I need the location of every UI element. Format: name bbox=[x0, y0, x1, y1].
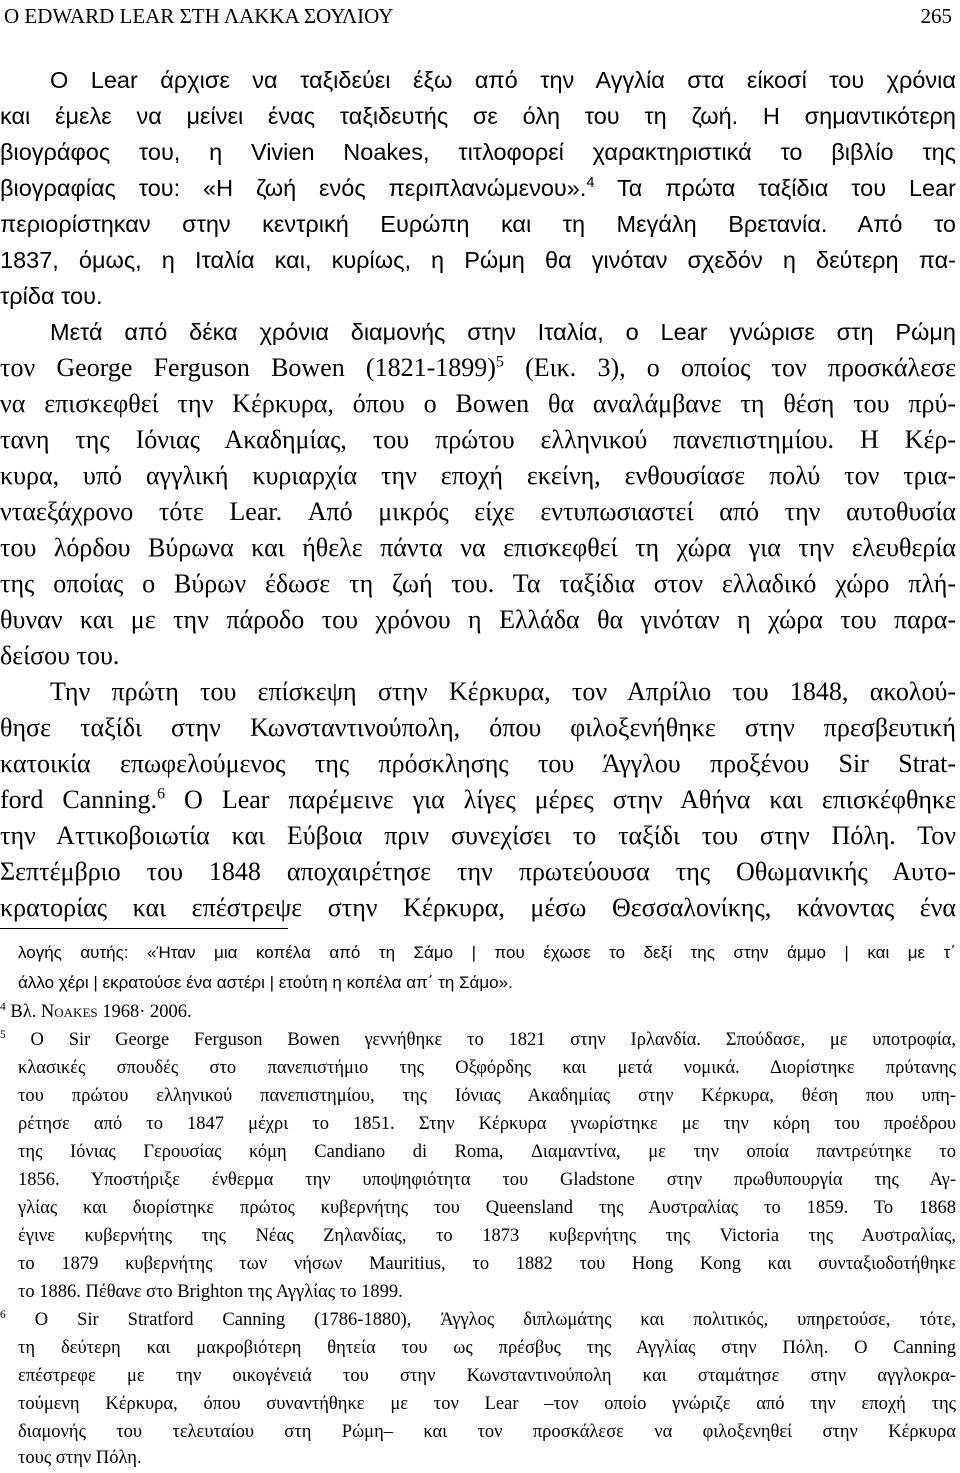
footnote-5 bbox=[0, 1027, 956, 1053]
footnote-line: άλλο χέρι | εκρατούσε ένα αστέρι | ετούτη η κοπέλα απ΄ τη Σάμο». bbox=[18, 973, 513, 992]
footnote-ref-6: 6 bbox=[156, 785, 166, 803]
footnote-line: τη δεύτερη και μακροβιότερη θητεία του ως πρέσβυς της Αγγλίας στην Πόλη. Ο Canning bbox=[18, 1338, 956, 1358]
body-line: θυναν και με την πάροδο του χρόνου η Ελλάδα θα γινόταν η χώρα του παρα- bbox=[0, 605, 956, 634]
footnote-line: γλίας και διορίστηκε πρώτος κυβερνήτης του Queensland της Αυστραλίας το 1859. Το 1868 bbox=[18, 1198, 956, 1218]
text-span: Τα πρώτα ταξίδια του Lear bbox=[616, 175, 956, 201]
footnote-rule bbox=[0, 928, 288, 929]
text-span: ford Canning. bbox=[0, 785, 157, 814]
body-line: τρίδα του. bbox=[0, 283, 103, 309]
footnote-line: 1856. Υποστήριξε ένθερμα την υποψηφιότητα του Gladstone στην πρωθυπουργία της Αγ- bbox=[18, 1170, 956, 1190]
body-line bbox=[0, 350, 956, 386]
footnote-line: το 1879 κυβερνήτης των νήσων Mauritius, το 1882 του Hong Kong και συνταξιοδοτήθηκε bbox=[18, 1254, 956, 1274]
footnote-line: της Ιόνιας Γερουσίας κόμη Candiano di Roma, Διαμαντίνα, με την οποία παντρεύτηκε το bbox=[18, 1142, 956, 1162]
body-line: του λόρδου Βύρωνα και ήθελε πάντα να επισκεφθεί τη χώρα για την ελευθερία bbox=[0, 533, 956, 562]
text-span: βιογραφίας του: «Η ζωή ενός περιπλανώμενου». bbox=[0, 175, 587, 201]
footnote-line: ρέτησε από το 1847 μέχρι το 1851. Στην Κέρκυρα γνωρίστηκε με την κόρη του προέδρου bbox=[18, 1114, 956, 1134]
footnote-line: επέστρεφε με την οικογένειά του στην Κωνσταντινούπολη και σταμάτησε στην αγγλοκρα- bbox=[18, 1366, 956, 1386]
footnote-marker: 4 bbox=[0, 1000, 6, 1013]
footnote-marker: 6 bbox=[0, 1308, 6, 1321]
body-line: και έμελε να μείνει ένας ταξιδευτής σε όλη του τη ζωή. Η σημαντικότερη bbox=[0, 103, 956, 129]
footnote-4 bbox=[0, 999, 956, 1025]
footnote-line: τους στην Πόλη. bbox=[18, 1448, 142, 1468]
body-line: Μετά από δέκα χρόνια διαμονής στην Ιταλία, ο Lear γνώρισε στη Ρώμη bbox=[50, 319, 956, 345]
body-line: Την πρώτη του επίσκεψη στην Κέρκυρα, τον Απρίλιο του 1848, ακολού- bbox=[50, 677, 956, 706]
footnote-text: 1968· 2006. bbox=[102, 1002, 192, 1022]
body-line: δείσου του. bbox=[0, 641, 120, 670]
footnote-line: του πρώτου ελληνικού πανεπιστημίου, της Ιόνιας Ακαδημίας στην Κέρκυρα, θέση που υπη- bbox=[18, 1086, 956, 1106]
footnote-text: Ο Sir Stratford Canning (1786-1880), Άγγλος διπλωμάτης και πολιτικός, υπηρετούσε, τότε, bbox=[34, 1310, 956, 1330]
text-span: Ο Lear παρέμεινε για λίγες μέρες στην Αθήνα και επισκέφθηκε bbox=[184, 785, 957, 814]
body-line bbox=[0, 170, 956, 206]
footnote-line: λογής αυτής: «Ήταν μια κοπέλα από τη Σάμο | που έχωσε το δεξί της στην άμμο | και με τ΄ bbox=[18, 943, 956, 962]
footnote-line: διαμονής του τελευταίου στη Ρώμη– και τον προσκάλεσε να φιλοξενηθεί στην Κέρκυρα bbox=[18, 1422, 956, 1442]
footnote-ref-5: 5 bbox=[495, 353, 504, 371]
footnote-author: Noakes bbox=[40, 1002, 98, 1022]
body-line: κρατορίας και επέστρεψε στην Κέρκυρα, μέσω Θεσσαλονίκης, κάνοντας ένα bbox=[0, 893, 956, 922]
body-line: κατοικία επωφελούμενος της πρόσκλησης του Άγγλου προξένου Sir Strat- bbox=[0, 749, 956, 778]
footnote-text: Βλ. bbox=[10, 1002, 37, 1022]
footnote-ref-4: 4 bbox=[586, 175, 595, 192]
footnote-6 bbox=[0, 1307, 956, 1333]
footnote-text: Ο Sir George Ferguson Bowen γεννήθηκε το 1821 στην Ιρλανδία. Σπούδασε, με υποτροφία, bbox=[30, 1030, 957, 1050]
body-line: της οποίας ο Βύρων έδωσε τη ζωή του. Τα ταξίδια στον ελλαδικό χώρο πλή- bbox=[0, 569, 956, 598]
body-line: κυρα, υπό αγγλική κυριαρχία την εποχή εκείνη, ενθουσίασε πολύ τον τρια- bbox=[0, 461, 956, 490]
body-line: 1837, όμως, η Ιταλία και, κυρίως, η Ρώμη θα γινόταν σχεδόν η δεύτερη πα- bbox=[0, 247, 956, 273]
text-span: τον George Ferguson Bowen (1821-1899) bbox=[0, 353, 496, 382]
footnote-line: το 1886. Πέθανε στο Brighton της Αγγλίας το 1899. bbox=[18, 1282, 403, 1302]
body-line: περιορίστηκαν στην κεντρική Ευρώπη και τη Μεγάλη Βρετανία. Από το bbox=[0, 211, 956, 237]
body-line: Σεπτέμβριο του 1848 αποχαιρέτησε την πρωτεύουσα της Οθωμανικής Αυτο- bbox=[0, 857, 956, 886]
footnote-marker: 5 bbox=[0, 1028, 6, 1041]
footnote-line: κλασικές σπουδές στο πανεπιστήμιο της Οξφόρδης και μετά νομικά. Διορίστηκε πρύτανης bbox=[18, 1058, 956, 1078]
body-line bbox=[0, 782, 956, 818]
text-span: (Εικ. 3), ο οποίος τον προσκάλεσε bbox=[525, 353, 956, 382]
body-line: την Αττικοβοιωτία και Εύβοια πριν συνεχίσει το ταξίδι του στην Πόλη. Τον bbox=[0, 821, 956, 850]
body-line: να επισκεφθεί την Κέρκυρα, όπου ο Bowen θα αναλάμβανε τη θέση του πρύ- bbox=[0, 389, 956, 418]
running-title: Ο EDWARD LEAR ΣΤΗ ΛΑΚΚΑ ΣΟΥΛΙΟΥ bbox=[4, 4, 394, 28]
footnote-line: τούμενη Κέρκυρα, όπου συναντήθηκε με τον Lear –τον οποίο γνώριζε από την εποχή της bbox=[18, 1394, 956, 1414]
footnote-line: έγινε κυβερνήτης της Νέας Ζηλανδίας, το 1873 κυβερνήτης της Victoria της Αυστραλίας, bbox=[18, 1226, 956, 1246]
page-number: 265 bbox=[920, 4, 952, 28]
body-line: Ο Lear άρχισε να ταξιδεύει έξω από την Αγγλία στα είκοσί του χρόνια bbox=[50, 67, 956, 93]
body-line: βιογράφος του, η Vivien Noakes, τιτλοφορεί χαρακτηριστικά το βιβλίο της bbox=[0, 139, 956, 165]
body-line: θησε ταξίδι στην Κωνσταντινούπολη, όπου φιλοξενήθηκε στην πρεσβευτική bbox=[0, 713, 956, 742]
body-line: τανη της Ιόνιας Ακαδημίας, του πρώτου ελληνικού πανεπιστημίου. Η Κέρ- bbox=[0, 425, 956, 454]
body-line: νταεξάχρονο τότε Lear. Από μικρός είχε εντυπωσιαστεί από την αυτοθυσία bbox=[0, 497, 956, 526]
